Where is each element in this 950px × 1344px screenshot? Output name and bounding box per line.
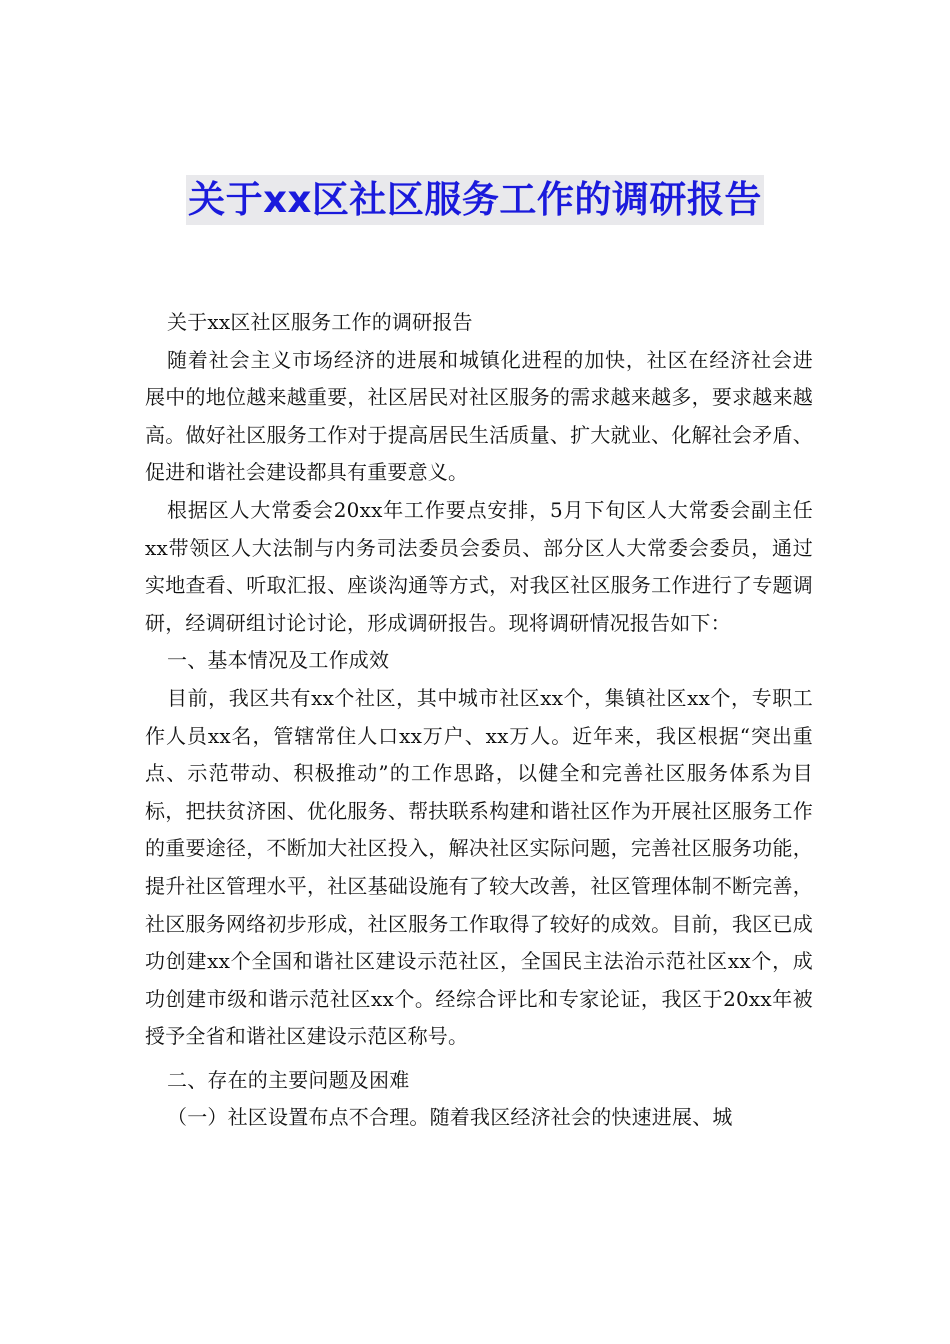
document-body [145, 304, 813, 1137]
title-block [0, 175, 950, 225]
subtitle-paragraph: 关于xx区社区服务工作的调研报告 [167, 310, 473, 334]
problem-paragraph-1: （一）社区设置布点不合理。随着我区经济社会的快速进展、城 [167, 1105, 733, 1130]
section-heading-1: 一、基本情况及工作成效 [167, 648, 390, 673]
basic-situation-paragraph: 目前，我区共有xx个社区，其中城市社区xx个，集镇社区xx个，专职工作人员xx名，管辖常住人口xx万户、xx万人。近年来，我区根据“突出重点、示范带动、积极推动”的工作思路，以健全和完善社区服务体系为目标，把扶贫济困、优化服务、帮扶联系构建和谐社区作为开展社区服务工作的重要途径，不断加大社区投入，解决社区实际问题，完善社区服务功能，提升社区管理水平，社区基础设施有了较大改善，社区管理体制不断完善，社区服务网络初步形成，社区服务工作取得了较好的成效。目前，我区已成功创建xx个全国和谐社区建设示范社区，全国民主法治示范社区xx个，成功创建市级和谐示范社区xx个。经综合评比和专家论证，我区于20xx年被授予全省和谐社区建设示范区称号。 [145, 685, 813, 1049]
intro-paragraph: 随着社会主义市场经济的进展和城镇化进程的加快，社区在经济社会进展中的地位越来越重要，社区居民对社区服务的需求越来越多，要求越来越高。做好社区服务工作对于提高居民生活质量、扩大就业、化解社会矛盾、促进和谐社会建设都具有重要意义。 [145, 347, 813, 485]
document-title: 关于xx区社区服务工作的调研报告 [186, 175, 764, 225]
section-heading-2: 二、存在的主要问题及困难 [167, 1067, 410, 1092]
background-paragraph: 根据区人大常委会20xx年工作要点安排，5月下旬区人大常委会副主任xx带领区人大法制与内务司法委员会委员、部分区人大常委会委员，通过实地查看、听取汇报、座谈沟通等方式，对我区社区服务工作进行了专题调研，经调研组讨论讨论，形成调研报告。现将调研情况报告如下： [145, 497, 813, 635]
